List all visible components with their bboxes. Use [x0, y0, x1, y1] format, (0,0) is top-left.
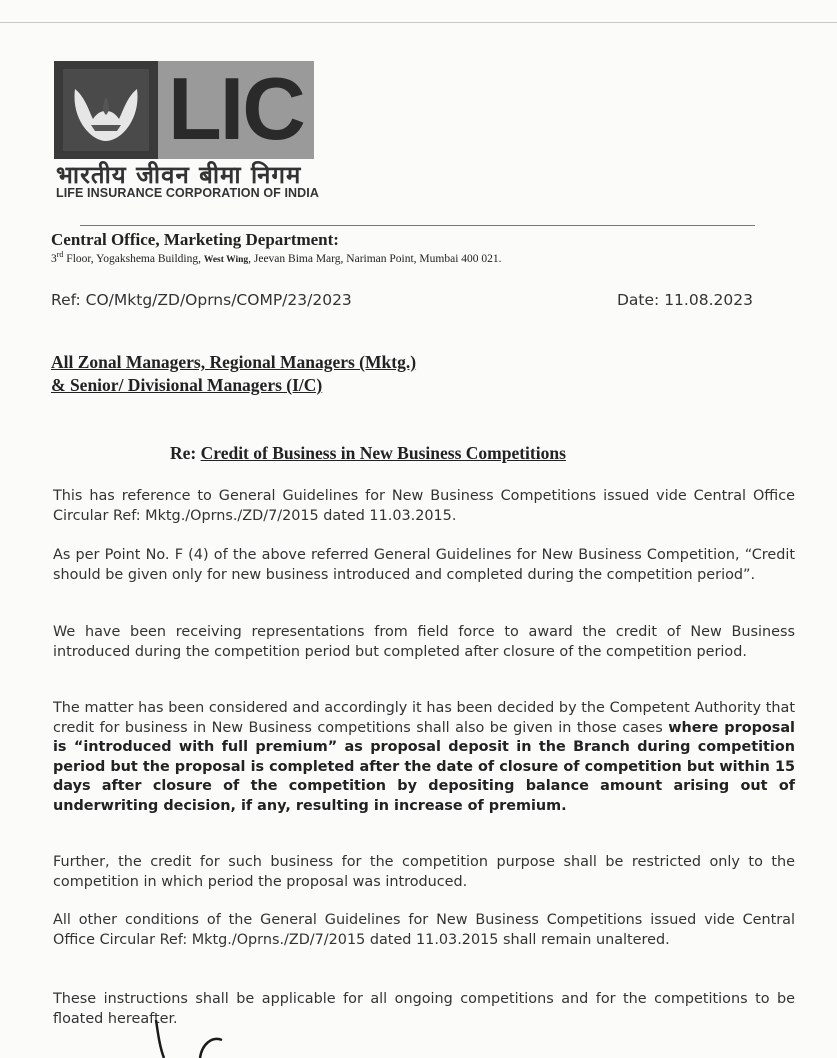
lic-wordmark [158, 61, 314, 159]
decision-bold-text: where proposal is “introduced with full premium” as proposal deposit in the Branch during competition period but the proposal is completed after the date of closure of competition but within 15 days after closure of the competition by depositing balance amount arising out of underwriting decision, if any, resulting in increase of premium. [53, 719, 795, 814]
office-address [51, 250, 502, 265]
paragraph-restriction: Further, the credit for such business for the competition purpose shall be restricted only to the competition in which period the proposal was introduced. [53, 854, 795, 890]
hands-lamp-emblem-icon [54, 61, 158, 159]
address-wing: West Wing [203, 254, 249, 265]
signature-mark [140, 1018, 260, 1058]
paragraph-other-conditions: All other conditions of the General Guidelines for New Business Competitions issued vide Central Office Circular Ref: Mktg./Oprns./ZD/7/2015 dated 11.03.2015 shall remain unaltered. [53, 912, 795, 948]
address-building: Floor, Yogakshema Building, [63, 252, 204, 265]
corporation-name: LIFE INSURANCE CORPORATION OF INDIA [56, 186, 319, 200]
top-rule [0, 22, 837, 23]
address-street: , Jeevan Bima Marg, Nariman Point, Mumbai 400 021. [248, 252, 502, 265]
paragraph-decision [53, 699, 795, 816]
hindi-name: भारतीय जीवन बीमा निगम [56, 161, 302, 189]
lic-logo [54, 61, 314, 161]
lic-wordmark-text: LIC [168, 59, 304, 158]
paragraph-applicability: These instructions shall be applicable for all ongoing competitions and for the competitions to be floated hereafter. [53, 991, 795, 1027]
reference-number: Ref: CO/Mktg/ZD/Oprns/COMP/23/2023 [51, 291, 352, 309]
paragraph-guideline-point: As per Point No. F (4) of the above referred General Guidelines for New Business Competition, “Credit should be given only for new business introduced and completed during the competition period”. [53, 547, 795, 583]
letter-date: Date: 11.08.2023 [617, 291, 753, 309]
paragraph-reference: This has reference to General Guidelines for New Business Competitions issued vide Central Office Circular Ref: Mktg./Oprns./ZD/7/2015 dated 11.03.2015. [53, 488, 795, 524]
subject-text: Credit of Business in New Business Competitions [200, 443, 566, 463]
paragraph-representations: We have been receiving representations from field force to award the credit of New Business introduced during the competition period but completed after closure of the competition period. [53, 624, 795, 660]
subject-line [170, 443, 566, 464]
header-divider [80, 225, 755, 226]
addressee-line-1: All Zonal Managers, Regional Managers (Mktg.) [51, 352, 417, 372]
office-heading: Central Office, Marketing Department: [51, 230, 339, 249]
address-floor-suffix: rd [56, 250, 64, 259]
address-floor-number: 3 [51, 252, 57, 265]
addressee-line-2: & Senior/ Divisional Managers (I/C) [51, 375, 323, 395]
subject-prefix: Re: [170, 443, 197, 463]
decision-text: The matter has been considered and accordingly it has been decided by the Competent Authority that credit for business in New Business competitions shall also be given in those cases [53, 700, 795, 736]
